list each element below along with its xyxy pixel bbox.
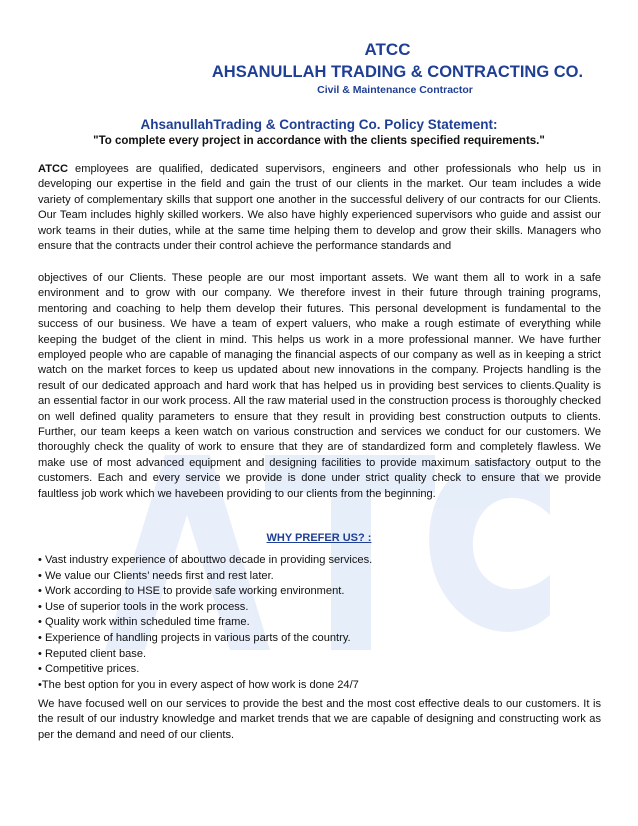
list-item: • Competitive prices. <box>38 663 140 676</box>
closing-paragraph: We have focused well on our services to provide the best and the most cost effective deals to our customers. It is the result of our industry knowledge and market trends that we are capable of designing and constructing work as per the demand and need of our clients. <box>38 698 601 741</box>
header-company-name: AHSANULLAH TRADING & CONTRACTING CO. <box>211 63 584 81</box>
list-item: • Work according to HSE to provide safe working environment. <box>38 585 345 598</box>
header-subtitle: Civil & Maintenance Contractor <box>317 84 473 96</box>
why-prefer-list <box>38 553 598 693</box>
list-item: • We value our Clients’ needs first and rest later. <box>38 569 274 582</box>
body-paragraph-1 <box>38 162 601 254</box>
list-item: •The best option for you in every aspect of how work is done 24/7 <box>38 678 359 691</box>
body-paragraph-2: objectives of our Clients. These people are our most important assets. We want them all to work in a safe environment and to grow with our company. We therefore invest in their future through training programs, mentoring and coaching to help them develop their futures. This personal development is fundamental to the success of our business. We have a team of expert valuers, who make a rough estimate of everything while keeping the budget of the client in mind. This helps us work in a more professional manner. We have further employed people who are capable of managing the financial aspects of our company as well as in keeping a strict watch on the market forces to keep us updated about new innovations in the company. Projects handling is the result of our dedicated approach and hard work that has helped us in providing best services to clients.Quality is an essential factor in our work process. All the raw material used in the construction process is thoroughly checked on well defined quality parameters to ensure that they result in providing best construction outputs to clients. Further, our team keeps a keen watch on various construction and services we conduct for our customers. We thoroughly check the quality of work to ensure that they are of standardized form and completely flawless. We make use of most advanced equipment and designing facilities to provide maximum satisfactory output to the customers. Each and every service we provide is done under strict quality check to ensure that we provide faultless job work which we havebeen providing to our clients from the beginning. <box>38 272 601 500</box>
policy-title: AhsanullahTrading & Contracting Co. Policy Statement: <box>140 117 498 132</box>
body-paragraph-1-text: employees are qualified, dedicated supervisors, engineers and other professionals who help us in developing our expertise in the field and gain the trust of our clients in the market. Our team includes a wide variety of complementary skills that support one another in the successful delivery of our contracts for our Clients. Our Team includes highly skilled workers. We also have highly experienced supervisors who guide and assist our work teams in their duties, while at the same time helping them to develop and grow their skills. Managers who ensure that the contracts under their control achieve the performance standards and <box>38 163 601 253</box>
header-short-name: ATCC <box>364 40 411 59</box>
why-prefer-heading: WHY PREFER US? : <box>266 532 372 544</box>
list-item: • Vast industry experience of abouttwo decade in providing services. <box>38 554 373 566</box>
list-item: • Use of superior tools in the work process. <box>38 600 249 613</box>
list-item: • Experience of handling projects in various parts of the country. <box>38 631 351 644</box>
lead-word: ATCC <box>38 163 68 175</box>
list-item: • Reputed client base. <box>38 647 147 660</box>
policy-quote: "To complete every project in accordance with the clients specified requirements." <box>93 135 545 147</box>
list-item: • Quality work within scheduled time frame. <box>38 616 250 629</box>
